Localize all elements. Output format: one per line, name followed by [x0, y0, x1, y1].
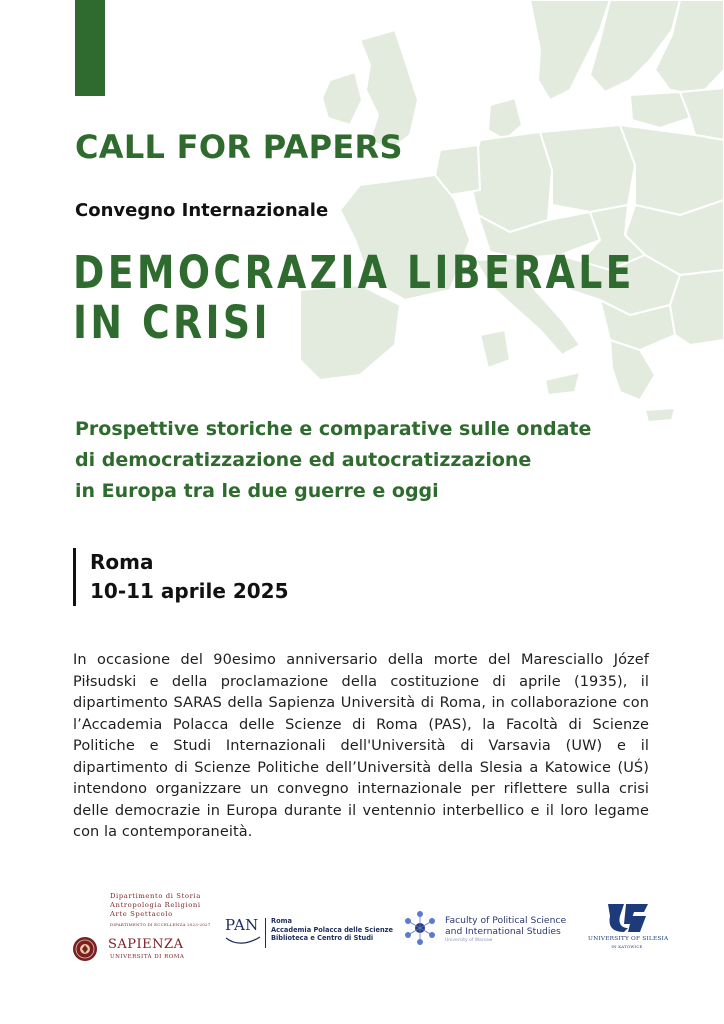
conference-title-line-1: DEMOCRAZIA LIBERALE — [73, 246, 635, 299]
silesia-emblem-icon — [604, 902, 650, 934]
saras-excellence-label: DIPARTIMENTO DI ECCELLENZA 2023-2027 — [110, 922, 211, 927]
pan-logo — [225, 916, 393, 960]
subtitle-line-3: in Europa tra le due guerre e oggi — [75, 480, 439, 502]
subtitle-line-2: di democratizzazione ed autocratizzazione — [75, 449, 532, 471]
announcement-paragraph: In occasione del 90esimo anniversario della morte del Maresciallo Józef Piłsudski e della proclamazione della costituzione di aprile (1935), il dipartimento SARAS della Sapienza Università di Roma, in collaborazione con l’Accademia Polacca delle Scienze di Roma (PAS), la Facoltà di Scienze Politiche e Studi Internazionali dell'Università di Varsavia (UW) e il dipartimento di Scienze Politiche dell’Università della Slesia a Katowice (UŚ) intendono organizzare un convegno internazionale per riflettere sulla crisi delle democrazie in Europa durante il ventennio interbellico e il loro legame con la contemporaneità. — [73, 652, 649, 840]
conference-title-line-2: IN CRISI — [73, 296, 271, 349]
pan-line-2: Accademia Polacca delle Scienze — [271, 925, 393, 934]
uw-university: University of Warsaw — [445, 938, 493, 943]
silesia-city: IN KATOWICE — [611, 944, 643, 949]
sapienza-saras-logo — [72, 892, 222, 972]
conference-title — [73, 248, 635, 348]
saras-dept-line-2: Antropologia Religioni — [110, 901, 201, 909]
subtitle-line-1: Prospettive storiche e comparative sulle ondate — [75, 418, 592, 440]
saras-department-name — [110, 892, 211, 929]
university-of-silesia-logo — [588, 902, 668, 954]
uw-faculty-logo — [402, 910, 572, 950]
pan-line-1: Roma — [271, 917, 292, 925]
event-type: Convegno Internazionale — [75, 200, 329, 221]
sapienza-name: SAPIENZA — [108, 937, 184, 952]
partner-logos — [0, 880, 724, 970]
sapienza-seal-icon — [72, 936, 98, 962]
uw-faculty-text — [445, 915, 566, 944]
uw-line-1: Faculty of Political Science — [445, 915, 567, 926]
accent-bar — [75, 0, 105, 96]
uw-line-2: and International Studies — [445, 926, 561, 937]
conference-subtitle — [75, 414, 675, 507]
sapienza-university: UNIVERSITÀ DI ROMA — [110, 954, 185, 960]
europe-map-background — [300, 0, 724, 430]
saras-dept-line-3: Arte Spettacolo — [110, 910, 173, 918]
pan-text — [271, 917, 393, 943]
pan-mark: PAN — [225, 916, 259, 934]
event-city: Roma — [90, 550, 154, 574]
pan-divider — [265, 918, 266, 948]
pan-swoosh-icon — [225, 935, 261, 945]
call-for-papers-label: CALL FOR PAPERS — [75, 128, 403, 166]
uw-network-icon — [402, 910, 438, 946]
pan-line-3: Biblioteca e Centro di Studi — [271, 934, 374, 942]
silesia-name: UNIVERSITY OF SILESIA — [588, 936, 669, 942]
event-date: 10-11 aprile 2025 — [90, 579, 289, 603]
event-details — [73, 548, 289, 606]
saras-dept-line-1: Dipartimento di Storia — [110, 892, 201, 900]
